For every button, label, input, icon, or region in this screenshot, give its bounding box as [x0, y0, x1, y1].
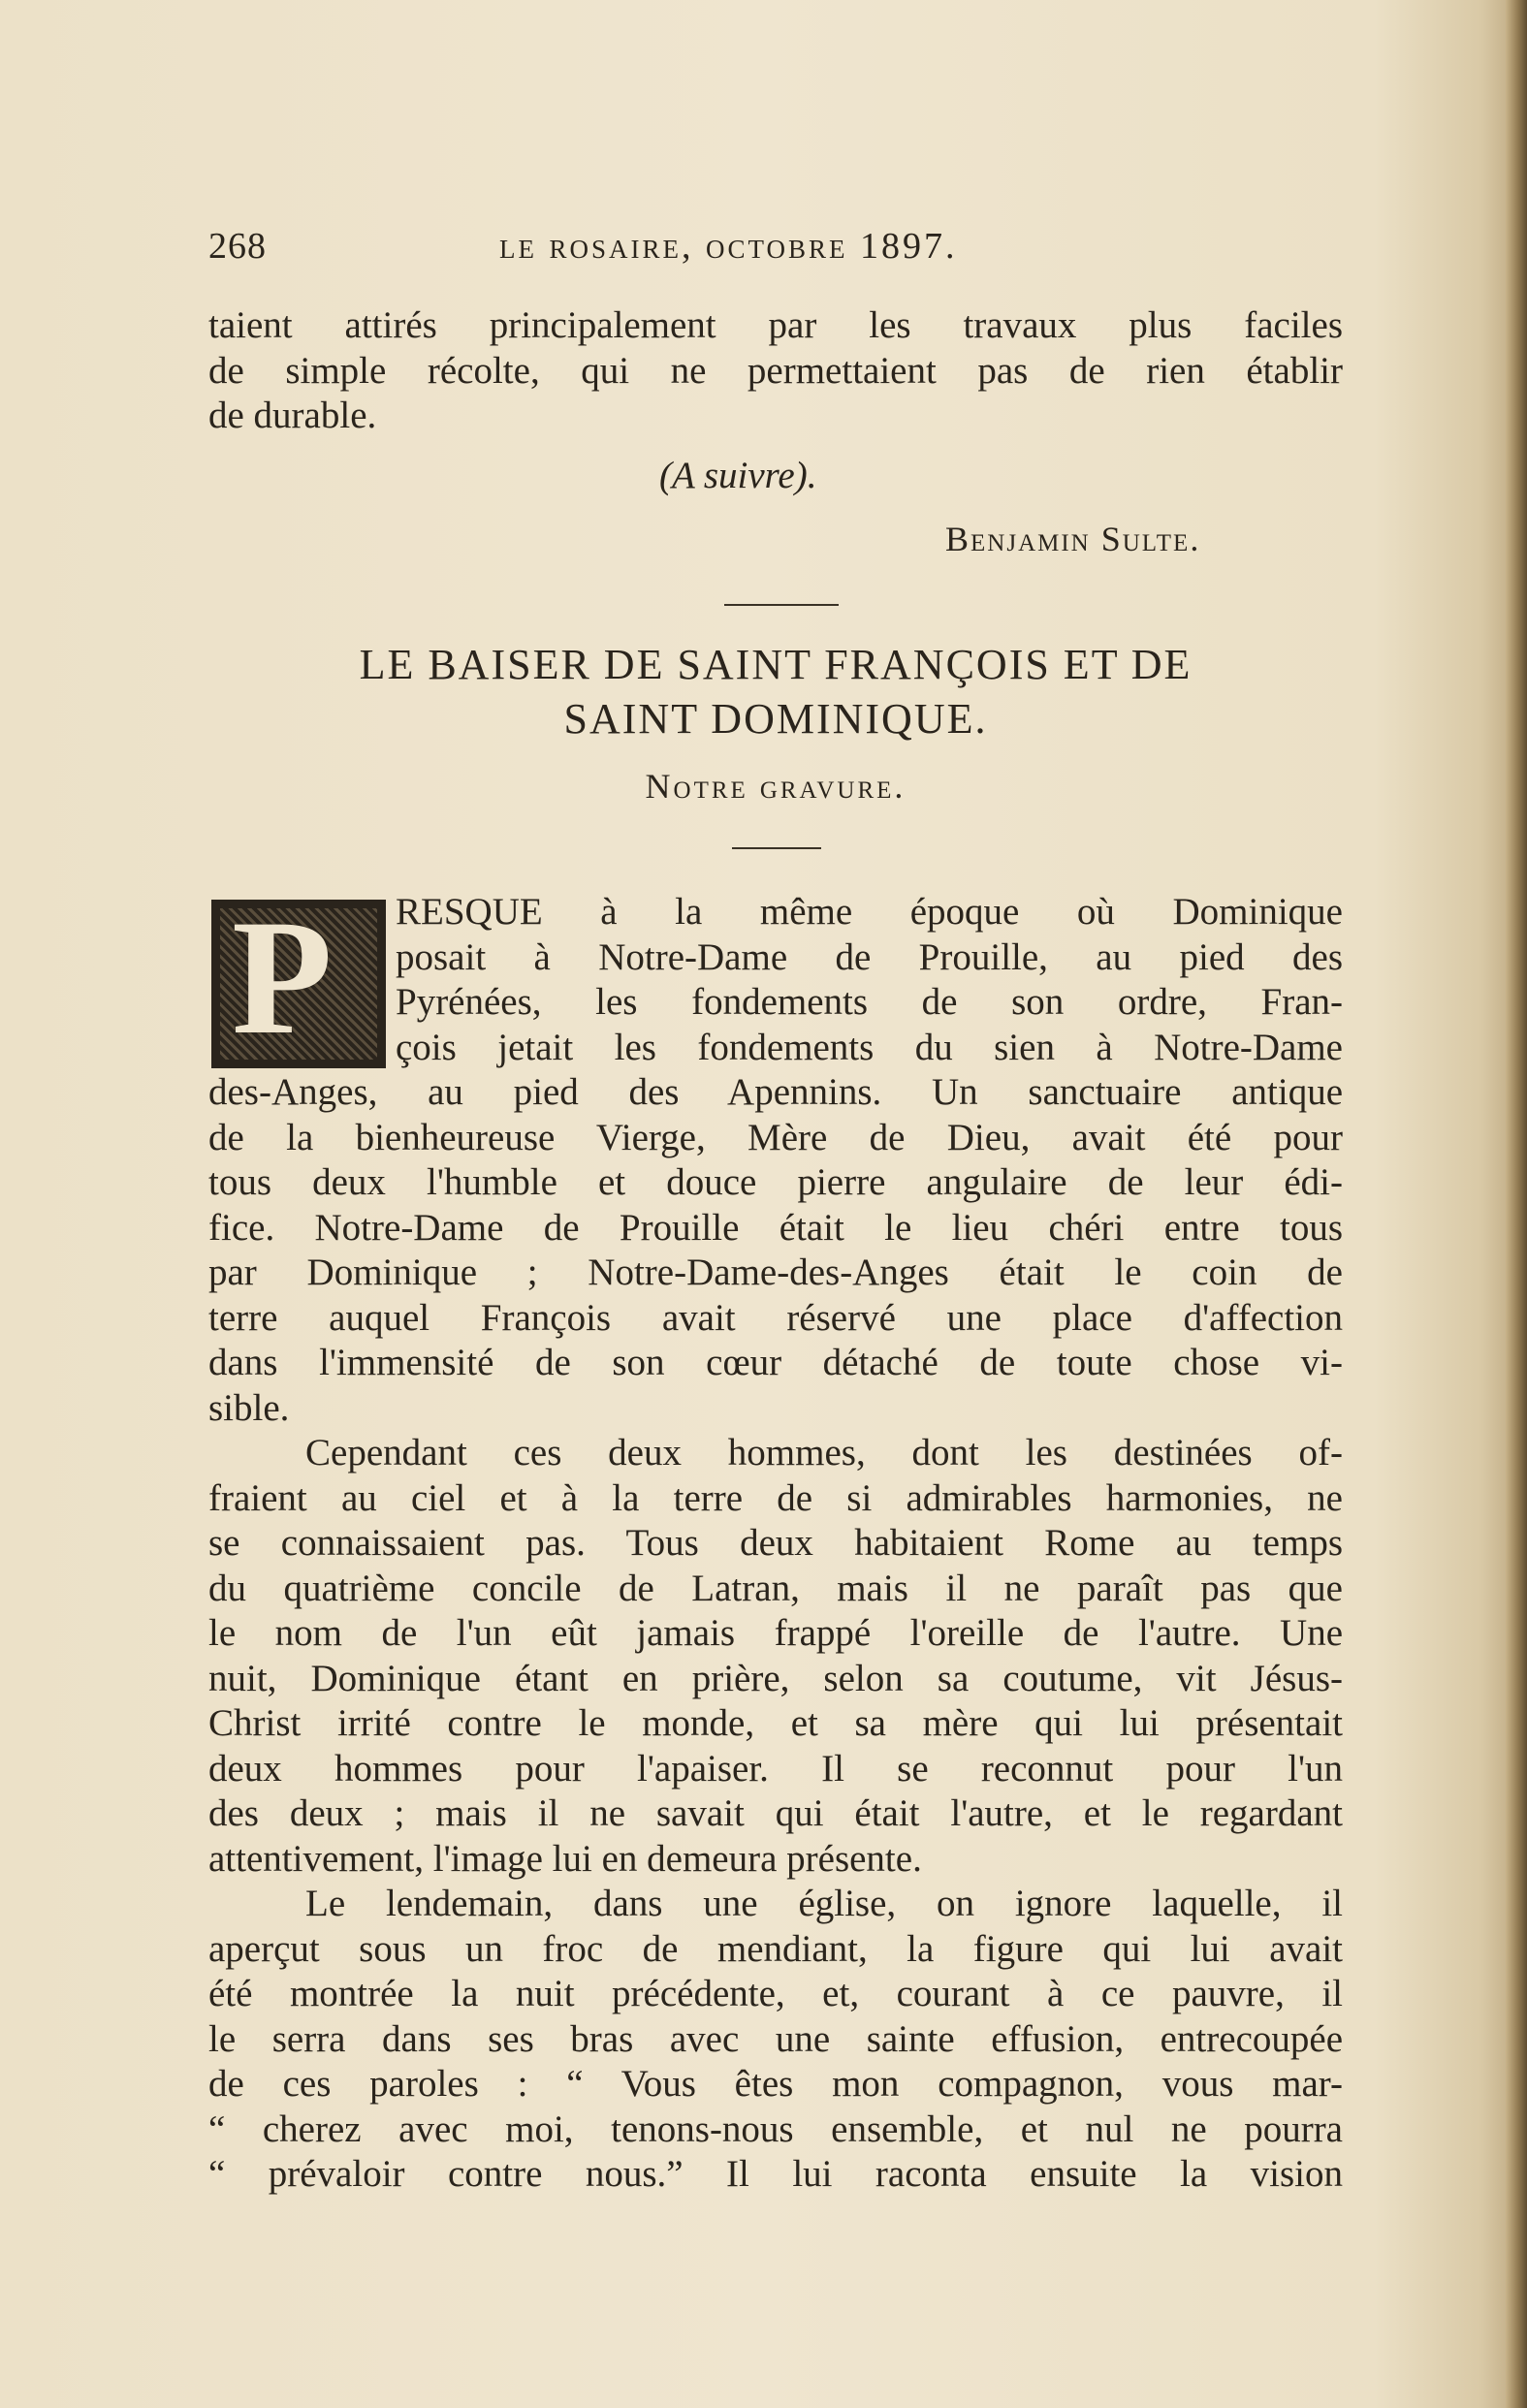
text-line: par Dominique ; Notre-Dame-des-Anges était le coin de: [208, 1252, 1343, 1293]
text-line: fraient au ciel et à la terre de si admirables harmonies, ne: [208, 1476, 1343, 1519]
text-line: Christ irrité contre le monde, et sa mère qui lui présentait: [208, 1702, 1343, 1744]
article-title-line-1: LE BAISER DE SAINT FRANÇOIS ET DE: [359, 641, 1193, 688]
text-line: Le lendemain, dans une église, on ignore laquelle, il: [305, 1883, 1343, 1924]
text-line: été montrée la nuit précédente, et, courant à ce pauvre, il: [208, 1973, 1343, 2014]
text-line: le nom de l'un eût jamais frappé l'oreille de l'autre. Une: [208, 1612, 1343, 1654]
text-line: le serra dans ses bras avec une sainte effusion, entrecoupée: [208, 2017, 1343, 2060]
text-line: aperçut sous un froc de mendiant, la figure qui lui avait: [208, 1927, 1343, 1970]
text-line: posait à Notre-Dame de Prouille, au pied des: [396, 935, 1343, 978]
text-line: dans l'immensité de son cœur détaché de toute chose vi-: [208, 1342, 1343, 1383]
text-line: sible.: [208, 1386, 290, 1429]
section-divider: [724, 604, 839, 606]
text-line: nuit, Dominique étant en prière, selon sa coutume, vit Jésus-: [208, 1657, 1343, 1699]
text-line: de ces paroles : “ Vous êtes mon compagnon, vous mar-: [208, 2063, 1343, 2105]
article-title-line-2: SAINT DOMINIQUE.: [563, 695, 988, 743]
to-be-continued: (A suivre).: [659, 455, 817, 496]
text-line: Pyrénées, les fondements de son ordre, Fran-: [396, 981, 1343, 1023]
text-line: du quatrième concile de Latran, mais il ne paraît pas que: [208, 1567, 1343, 1609]
author-signature: Benjamin Sulte.: [945, 520, 1201, 558]
text-line: fice. Notre-Dame de Prouille était le lieu chéri entre tous: [208, 1206, 1343, 1249]
text-line: “ cherez avec moi, tenons-nous ensemble, et nul ne pourra: [208, 2107, 1343, 2150]
previous-article-ending: [208, 303, 1343, 439]
book-spine-edge: [1506, 0, 1527, 2408]
text-line: de la bienheureuse Vierge, Mère de Dieu, avait été pour: [208, 1116, 1343, 1158]
article-body: [208, 1070, 1343, 2198]
text-line: des deux ; mais il ne savait qui était l'autre, et le regardant: [208, 1792, 1343, 1834]
text-line: de durable.: [208, 395, 377, 436]
ornamental-drop-cap: [211, 886, 386, 1068]
page-number: 268: [208, 226, 267, 267]
subtitle-divider: [732, 847, 821, 849]
running-header: [208, 225, 1343, 283]
text-line: çois jetait les fondements du sien à Notre-Dame: [396, 1026, 1343, 1068]
text-line: attentivement, l'image lui en demeura présente.: [208, 1837, 922, 1880]
text-line: “ prévaloir contre nous.” Il lui raconta ensuite la vision: [208, 2153, 1343, 2195]
text-line: tous deux l'humble et douce pierre angulaire de leur édi-: [208, 1161, 1343, 1203]
running-title: le rosaire, octobre 1897.: [499, 226, 958, 267]
drop-cap-paragraph-lines: [396, 890, 1343, 1070]
text-line: Cependant ces deux hommes, dont les destinées of-: [305, 1432, 1343, 1473]
text-line: des-Anges, au pied des Apennins. Un sanctuaire antique: [208, 1071, 1343, 1113]
text-line: de simple récolte, qui ne permettaient pas de rien établir: [208, 349, 1343, 392]
text-line: se connaissaient pas. Tous deux habitaient Rome au temps: [208, 1522, 1343, 1564]
article-subtitle: Notre gravure.: [645, 767, 907, 806]
text-line: RESQUE à la même époque où Dominique: [396, 891, 1343, 933]
drop-cap-letter: P: [232, 886, 333, 1068]
article-title: [208, 638, 1343, 746]
text-line: taient attirés principalement par les travaux plus faciles: [208, 304, 1343, 346]
text-line: deux hommes pour l'apaiser. Il se reconnut pour l'un: [208, 1747, 1343, 1790]
text-line: terre auquel François avait réservé une place d'affection: [208, 1296, 1343, 1339]
